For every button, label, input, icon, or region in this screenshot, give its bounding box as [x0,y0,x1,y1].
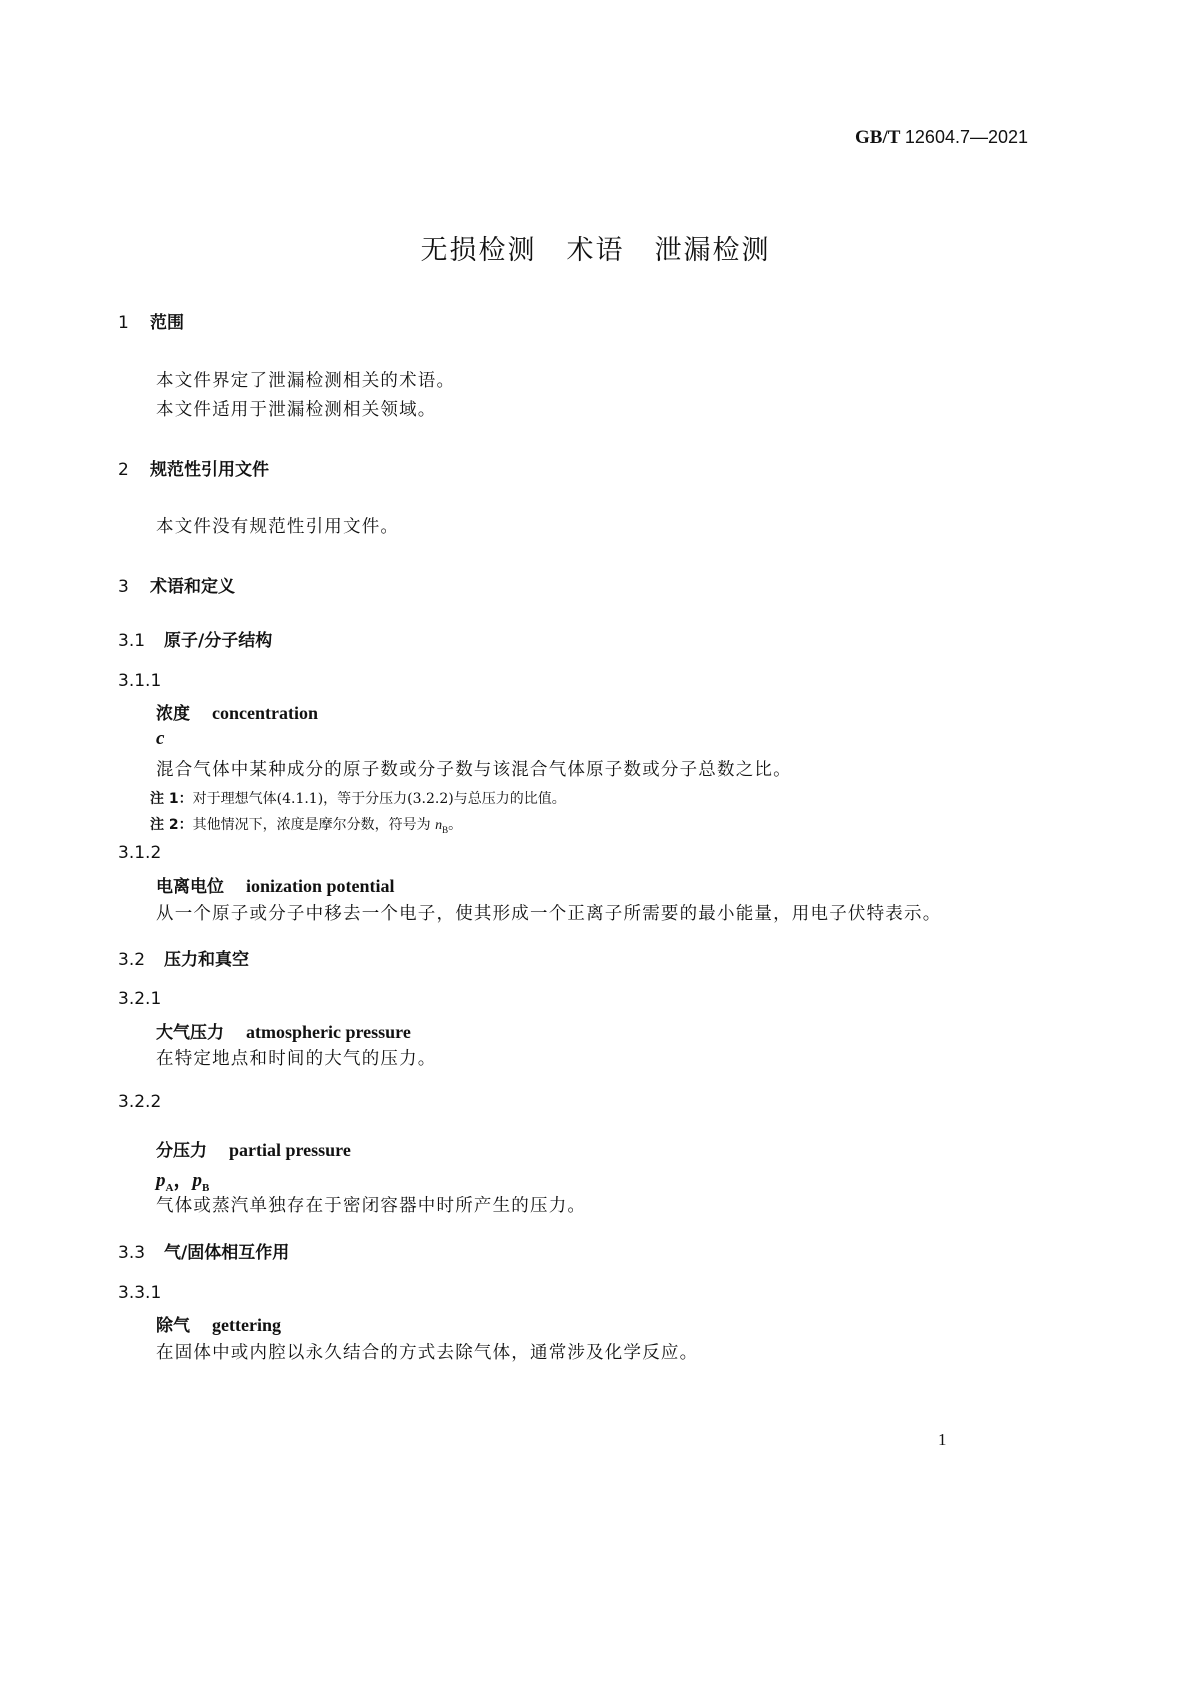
term-en: atmospheric pressure [246,1022,411,1042]
term-number: 3.2.2 [118,1092,162,1112]
note-symbol: $n_B$ [435,818,449,835]
term-zh: 分压力 [156,1141,207,1161]
section-number: 1 [118,313,129,333]
paragraph: 本文件界定了泄漏检测相关的术语。 [156,371,456,391]
term-definition: 混合气体中某种成分的原子数或分子数与该混合气体原子数或分子总数之比。 [156,760,792,780]
subsection-heading-3-3 [118,1238,289,1263]
term-definition: 气体或蒸汽单独存在于密闭容器中时所产生的压力。 [156,1196,587,1216]
standard-code [855,127,1028,149]
term-definition: 在特定地点和时间的大气的压力。 [156,1049,437,1069]
term-en: gettering [212,1315,281,1335]
term-zh: 电离电位 [156,877,224,897]
note-text: 对于理想气体(4.1.1)，等于分压力(3.2.2)与总压力的比值。 [192,791,566,807]
standard-prefix: GB/T [855,127,901,148]
note-text: 其他情况下，浓度是摩尔分数，符号为 [192,817,431,833]
subsection-heading-3-1 [118,626,272,651]
note-label: 注 1： [150,791,193,807]
term-number: 3.1.2 [118,843,162,863]
term-zh: 大气压力 [156,1023,224,1043]
term-heading [156,1311,281,1336]
section-heading-3 [118,572,235,597]
term-definition: 在固体中或内腔以永久结合的方式去除气体，通常涉及化学反应。 [156,1343,699,1363]
subsection-title: 压力和真空 [164,950,249,970]
subsection-number: 3.3 [118,1243,146,1263]
term-symbol: $p_A$，$p_B$ [156,1170,210,1194]
section-number: 2 [118,460,129,480]
term-en: concentration [212,703,318,723]
term-number: 3.1.1 [118,671,162,691]
section-heading-2 [118,455,269,480]
subsection-title: 原子/分子结构 [164,631,273,651]
term-heading [156,699,318,724]
document-title [0,228,1191,267]
subsection-number: 3.1 [118,631,146,651]
section-title: 术语和定义 [150,577,235,597]
subsection-number: 3.2 [118,950,146,970]
paragraph: 本文件没有规范性引用文件。 [156,517,400,537]
term-symbol: c [156,728,165,749]
subsection-heading-3-2 [118,945,249,970]
title-part-2: 术语 [566,235,625,266]
section-number: 3 [118,577,129,597]
title-part-1: 无损检测 [420,235,537,266]
note [150,788,566,808]
page-number: 1 [938,1430,947,1449]
title-part-3: 泄漏检测 [654,235,771,266]
term-heading [156,1018,411,1043]
term-heading [156,872,395,897]
note-label: 注 2： [150,817,193,833]
term-definition: 从一个原子或分子中移去一个电子，使其形成一个正离子所需要的最小能量，用电子伏特表示。 [156,904,942,924]
section-heading-1 [118,308,184,333]
term-en: ionization potential [246,876,395,896]
term-heading [156,1136,351,1161]
term-zh: 除气 [156,1316,190,1336]
section-title: 规范性引用文件 [150,460,269,480]
term-en: partial pressure [229,1140,351,1160]
note: 注 2：其他情况下，浓度是摩尔分数，符号为 $n_B$。 [150,817,463,835]
section-title: 范围 [150,313,184,333]
term-number: 3.2.1 [118,989,162,1009]
term-zh: 浓度 [156,704,190,724]
standard-number: 12604.7—2021 [904,127,1029,147]
paragraph: 本文件适用于泄漏检测相关领域。 [156,400,437,420]
term-number: 3.3.1 [118,1283,162,1303]
subsection-title: 气/固体相互作用 [164,1243,290,1263]
